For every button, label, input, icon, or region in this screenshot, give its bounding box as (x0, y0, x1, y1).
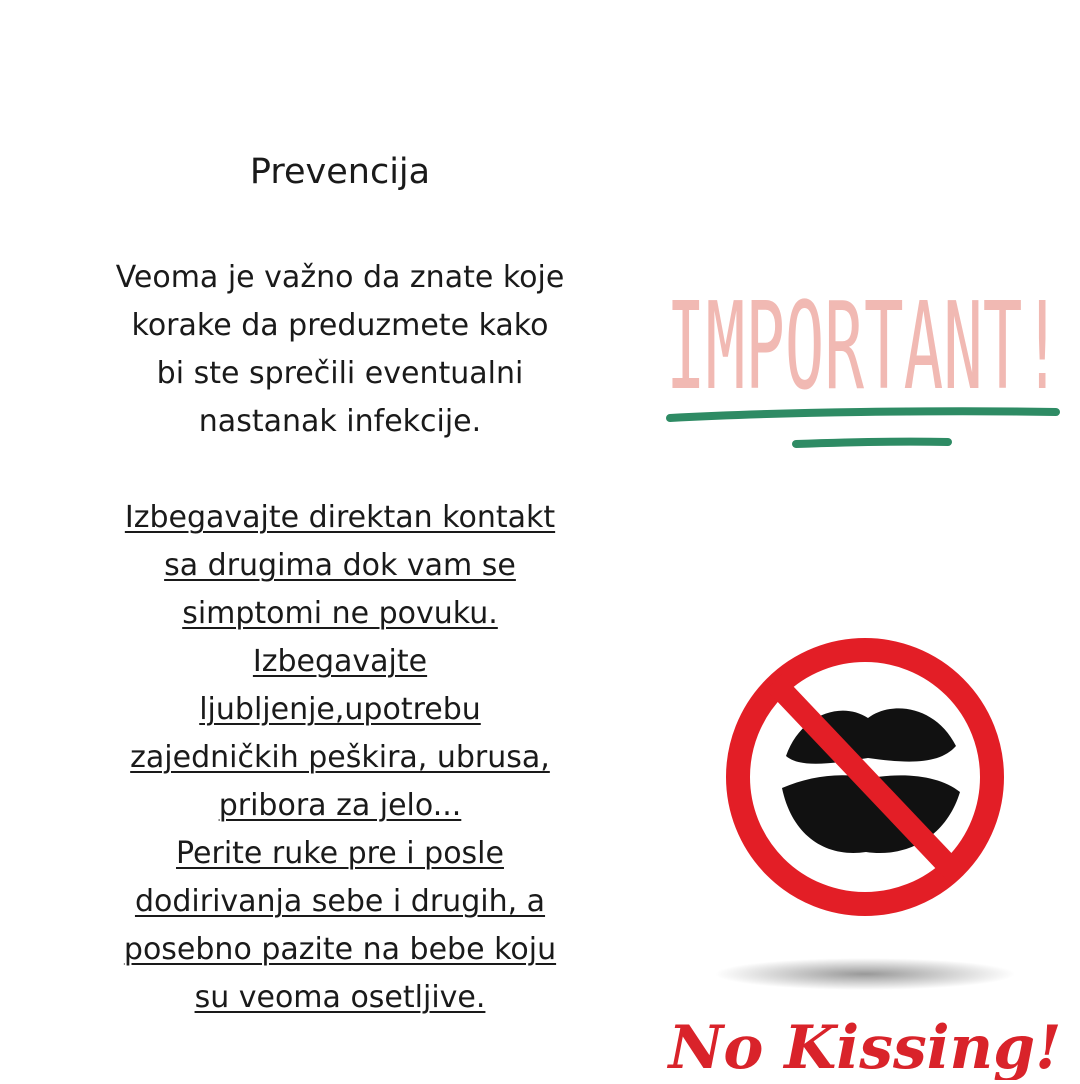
important-underline-short (796, 442, 948, 444)
advice-line: pribora za jelo... (218, 788, 462, 823)
advice-line: simptomi ne povuku. (182, 596, 498, 631)
no-kissing-label: No Kissing! (668, 1013, 1062, 1080)
page-title: Prevencija (249, 152, 431, 192)
advice-line: su veoma osetljive. (194, 980, 486, 1015)
no-kissing-svg (660, 596, 1070, 1080)
important-label: IMPORTANT! (666, 282, 1062, 417)
advice-line: Izbegavajte (252, 644, 428, 679)
text-column (60, 146, 620, 1022)
no-kissing-graphic (660, 596, 1070, 1080)
advice-line: sa drugima dok vam se (164, 548, 516, 583)
intro-line: korake da preduzmete kako (131, 308, 549, 343)
advice-line: Perite ruke pre i posle (176, 836, 504, 871)
advice-line: zajedničkih peškira, ubrusa, (130, 740, 550, 775)
advice-paragraph (60, 494, 620, 1022)
important-graphic (660, 282, 1070, 462)
sign-shadow (715, 958, 1015, 990)
intro-line: nastanak infekcije. (198, 404, 482, 439)
important-svg (660, 282, 1070, 462)
intro-paragraph (60, 254, 620, 446)
intro-line: Veoma je važno da znate koje (115, 260, 565, 295)
intro-line: bi ste sprečili eventualni (156, 356, 524, 391)
advice-line: dodirivanja sebe i drugih, a (134, 884, 546, 919)
advice-line: Izbegavajte direktan kontakt (124, 500, 556, 535)
advice-line: posebno pazite na bebe koju (123, 932, 557, 967)
advice-line: ljubljenje,upotrebu (199, 692, 481, 727)
